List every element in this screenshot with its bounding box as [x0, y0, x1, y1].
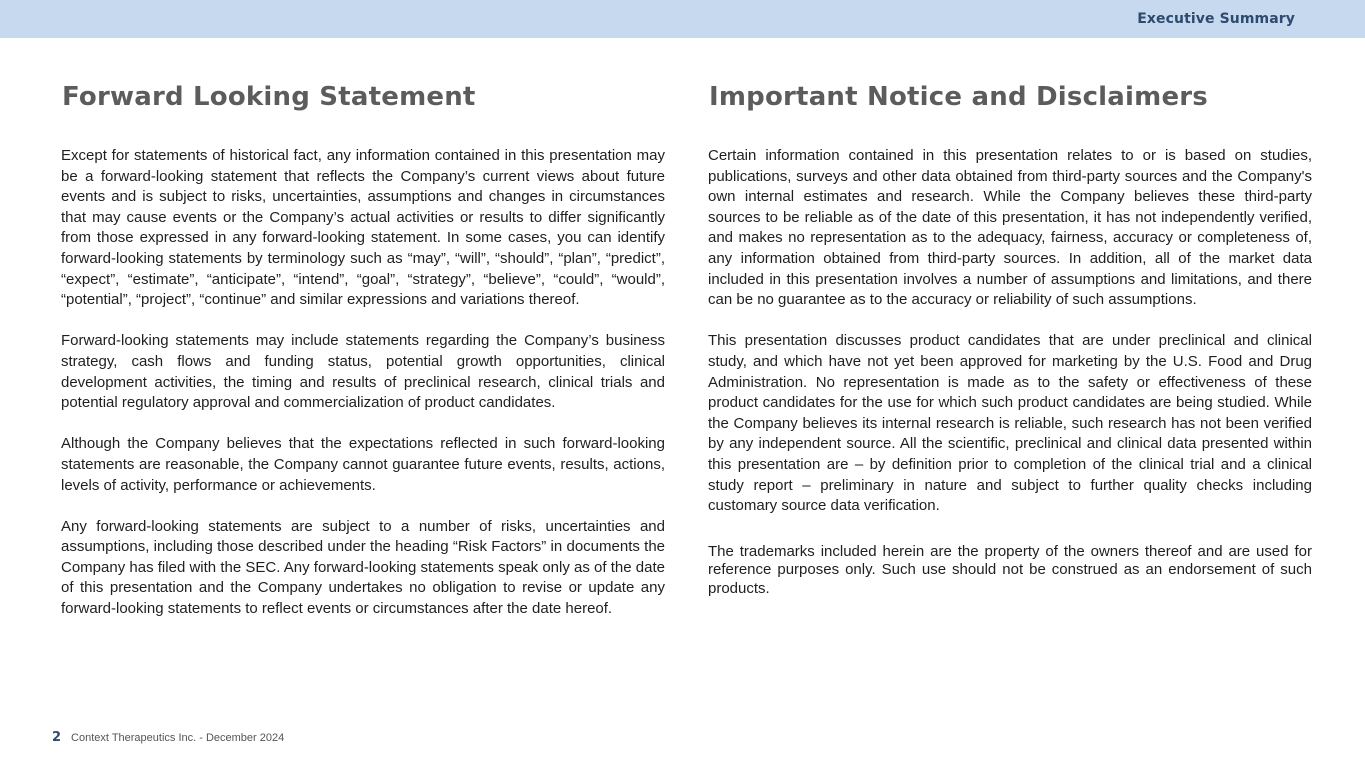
- disclaimers-paragraph-3: The trademarks included herein are the property of the owners thereof and are used for reference purposes only. Such use should not be construed as an endorsement of such products.: [708, 542, 1312, 598]
- header-bar: [0, 0, 1365, 38]
- forward-looking-paragraph-1: Except for statements of historical fact, any information contained in this presentation may be a forward-looking statement that reflects the Company’s current views about future events and is subject to risks, uncertainties, assumptions and changes in circumstances that may cause events or the Company’s actual activities or results to differ significantly from those expressed in any forward-looking statement. In some cases, you can identify forward-looking statements by terminology such as “may”, “will”, “should”, “plan”, “predict”, “expect”, “estimate”, “anticipate”, “intend”, “goal”, “strategy”, “believe”, “could”, “would”, “potential”, “project”, “continue” and similar expressions and variations thereof.: [61, 147, 665, 309]
- forward-looking-title: Forward Looking Statement: [62, 82, 476, 112]
- forward-looking-column: [61, 80, 665, 640]
- disclaimers-column: [708, 80, 1312, 620]
- section-label: Executive Summary: [1137, 11, 1295, 27]
- footer: [52, 730, 284, 745]
- page-number: 2: [52, 730, 62, 745]
- disclaimers-paragraph-1: Certain information contained in this presentation relates to or is based on studies, publications, surveys and other data obtained from third-party sources and the Company's own internal estimates and research. While the Company believes these third-party sources to be reliable as of the date of this presentation, it has not independently verified, and makes no representation as to the adequacy, fairness, accuracy or completeness of, any information obtained from third-party sources. In addition, all of the market data included in this presentation involves a number of assumptions and limitations, and there can be no guarantee as to the accuracy or reliability of such assumptions.: [708, 147, 1312, 309]
- forward-looking-paragraph-2: Forward-looking statements may include statements regarding the Company’s business strategy, cash flows and funding status, potential growth opportunities, clinical development activities, the timing and results of preclinical research, clinical trials and potential regulatory approval and commercialization of product candidates.: [61, 332, 665, 412]
- disclaimers-body: [708, 146, 1312, 599]
- footer-text: Context Therapeutics Inc. - December 2024: [71, 732, 285, 744]
- forward-looking-paragraph-4: Any forward-looking statements are subject to a number of risks, uncertainties and assumptions, including those described under the heading “Risk Factors” in documents the Company has filed with the SEC. Any forward-looking statements speak only as of the date of this presentation and the Company undertakes no obligation to revise or update any forward-looking statements to reflect events or circumstances after the date hereof.: [61, 517, 665, 618]
- disclaimers-title: Important Notice and Disclaimers: [709, 82, 1208, 112]
- forward-looking-body: [61, 146, 665, 620]
- forward-looking-paragraph-3: Although the Company believes that the expectations reflected in such forward-looking statements are reasonable, the Company cannot guarantee future events, results, actions, levels of activity, performance or achievements.: [61, 435, 665, 494]
- disclaimers-paragraph-2: This presentation discusses product candidates that are under preclinical and clinical study, and which have not yet been approved for marketing by the U.S. Food and Drug Administration. No representation is made as to the safety or effectiveness of these product candidates for the use for which such product candidates are being studied. While the Company believes its internal research is reliable, such research has not been verified by any independent source. All the scientific, preclinical and clinical data presented within this presentation are – by definition prior to completion of the clinical trial and a clinical study report – preliminary in nature and subject to further quality checks including customary source data verification.: [708, 332, 1312, 515]
